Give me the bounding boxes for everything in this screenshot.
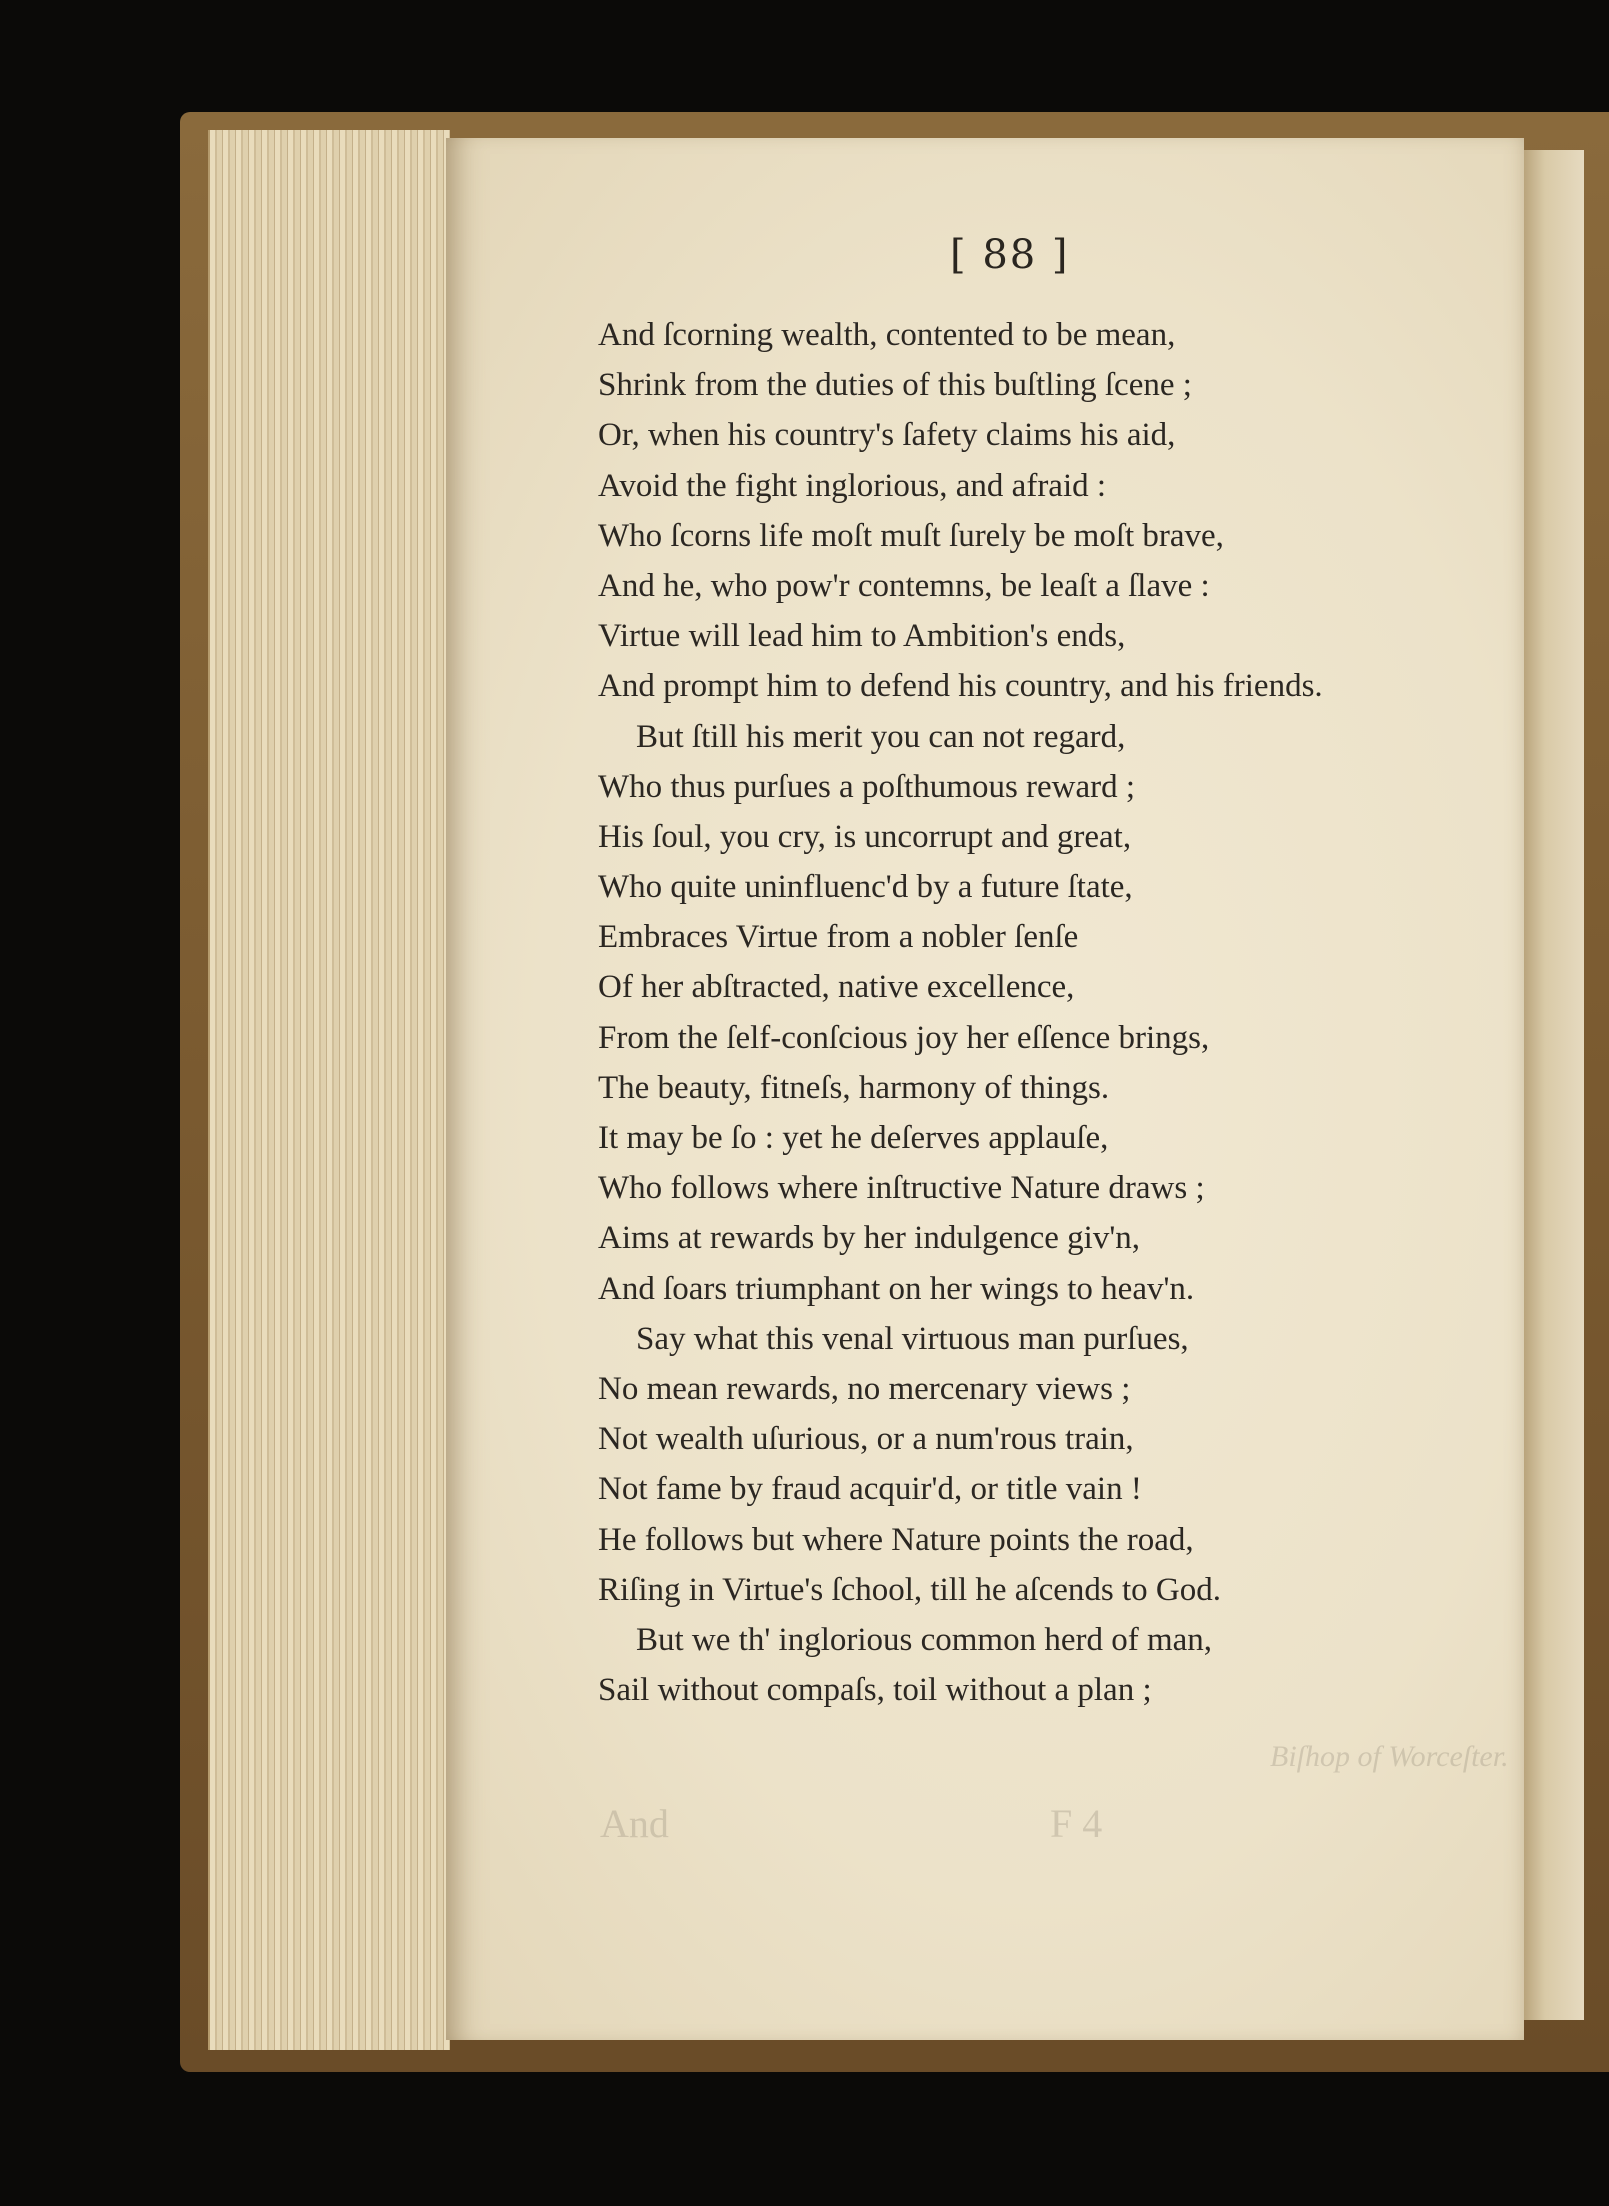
poem-text [598, 310, 1478, 1715]
poem-line: Riſing in Virtue's ſchool, till he aſcends to God. [598, 1571, 1221, 1608]
poem-line: And he, who pow'r contemns, be leaſt a ſlave : [598, 567, 1210, 604]
poem-line: But ſtill his merit you can not regard, [636, 718, 1126, 755]
poem-line: And ſcorning wealth, contented to be mean, [598, 317, 1176, 353]
poem-line: But we th' inglorious common herd of man, [636, 1621, 1213, 1658]
poem-line: Of her abſtracted, native excellence, [598, 969, 1075, 1006]
poem-line: Who quite uninfluenc'd by a future ſtate, [598, 869, 1133, 906]
show-through-signature: Biſhop of Worceſter. [1270, 1740, 1509, 1773]
poem-line: No mean rewards, no mercenary views ; [598, 1370, 1131, 1407]
poem-line: Who follows where inſtructive Nature draws ; [598, 1170, 1205, 1207]
page-edges [208, 130, 450, 2050]
poem-line: Avoid the fight inglorious, and afraid : [598, 467, 1107, 504]
poem-line: Not wealth uſurious, or a num'rous train, [598, 1421, 1134, 1458]
show-through-signature-mark: F 4 [1050, 1801, 1103, 1846]
facing-page-edge [1524, 150, 1584, 2020]
poem-line: From the ſelf-conſcious joy her eſſence brings, [598, 1019, 1210, 1056]
poem-line: Not fame by fraud acquir'd, or title vain ! [598, 1471, 1142, 1508]
poem-line: Who ſcorns life moſt muſt ſurely be moſt brave, [598, 517, 1224, 554]
poem-line: Embraces Virtue from a nobler ſenſe [598, 919, 1079, 956]
poem-line: Who thus purſues a poſthumous reward ; [598, 768, 1136, 805]
poem-line: He follows but where Nature points the road, [598, 1521, 1194, 1558]
poem-line: It may be ſo : yet he deſerves applauſe, [598, 1120, 1109, 1156]
poem-line: Virtue will lead him to Ambition's ends, [598, 618, 1126, 655]
show-through-catchword: And [600, 1801, 669, 1846]
poem-line: Sail without compaſs, toil without a plan ; [598, 1672, 1152, 1709]
poem-line: Aims at rewards by her indulgence giv'n, [598, 1220, 1141, 1257]
poem-line: Or, when his country's ſafety claims his aid, [598, 417, 1176, 454]
page-number: [ 88 ] [950, 232, 1070, 278]
poem-line: The beauty, fitneſs, harmony of things. [598, 1069, 1110, 1106]
poem-line: Say what this venal virtuous man purſues, [636, 1320, 1189, 1357]
poem-line: His ſoul, you cry, is uncorrupt and great, [598, 818, 1132, 855]
poem-line: Shrink from the duties of this buſtling ſcene ; [598, 367, 1192, 404]
poem-line: And ſoars triumphant on her wings to heav'n. [598, 1270, 1195, 1307]
poem-line: And prompt him to defend his country, and his friends. [598, 668, 1323, 705]
